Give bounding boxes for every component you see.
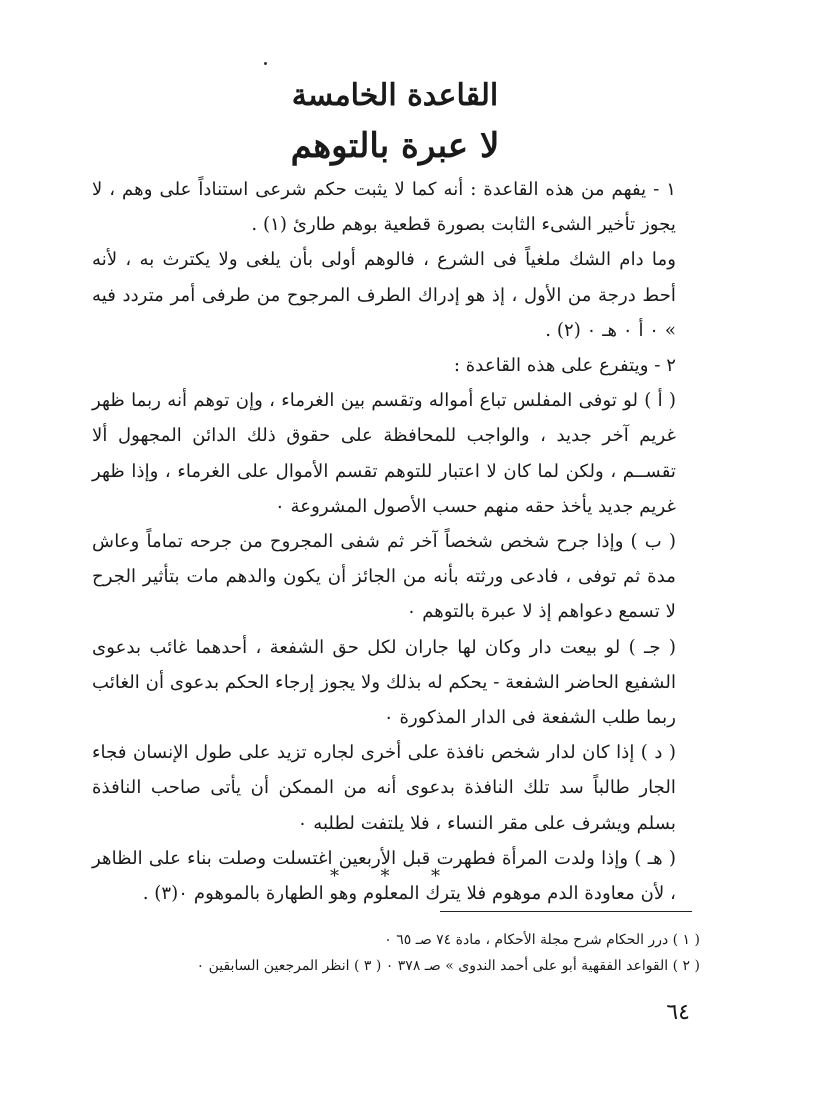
paragraph-6: ( جـ ) لو بيعت دار وكان لها جاران لكل حق الشفعة ، أحدهما غائب بدعوى الشفيع الحاضر الشفعة - يحكم له بذلك ولا يجوز إرجاء الحكم بدعوى أن الغائب ربما طلب الشفعة فى الدار المذكورة ٠ [92, 636, 676, 729]
page-speck [264, 62, 267, 65]
section-separator [330, 866, 440, 887]
paragraph-1: ١ - يفهم من هذه القاعدة : أنه كما لا يثبت حكم شرعى استناداً على وهم ، لا يجوز تأخير الشىء الثابت بصورة قطعية بوهم طارئ (١) . [92, 179, 676, 236]
footnote-rule [440, 911, 692, 912]
body-text [92, 172, 704, 911]
paragraph-8: ( هـ ) وإذا ولدت المرأة فطهرت قبل الأربعين اغتسلت وصلت بناء على الظاهر ، لأن معاودة الدم موهوم فلا يترك المعلوم وهو الطهارة بالموهوم ٠(٣) . [92, 847, 676, 905]
page-number: ٦٤ [666, 1000, 690, 1025]
paragraph-4: ( أ ) لو توفى المفلس تباع أمواله وتقسم بين الغرماء ، وإن توهم أنه ربما ظهر غريم آخر جديد ، والواجب للمحافظة على حقوق ذلك الدائن المجهول ألا تقســم ، ولكن لما كان لا اعتبار للتوهم تقسم الأموال على الغرماء ، وإذا ظهر غريم جديد يأخذ حقه منهم حسب الأصول المشروعة ٠ [92, 390, 676, 517]
separator-star: * [380, 866, 390, 887]
chapter-title: القاعدة الخامسة [291, 78, 499, 113]
separator-star: * [431, 866, 440, 887]
footnote-1: ( ١ ) درر الحكام شرح مجلة الأحكام ، مادة ٧٤ صـ ٦٥ ٠ [384, 932, 700, 948]
paragraph-3: ٢ - ويتفرع على هذه القاعدة : [453, 355, 676, 377]
paragraph-5: ( ب ) وإذا جرح شخص شخصاً آخر ثم شفى المجروح من جرحه تماماً وعاش مدة ثم توفى ، فادعى ورثته بأنه من الجائز أن يكون والدهم مات بتأثير الجرح لا تسمع دعواهم إذ لا عبرة بالتوهم ٠ [92, 531, 676, 623]
chapter-subtitle: لا عبرة بالتوهم [290, 126, 500, 166]
separator-star: * [330, 866, 339, 887]
footnote-2: ( ٢ ) القواعد الفقهية أبو على أحمد الندوى » صـ ٣٧٨ ٠ ( ٣ ) انظر المرجعين السابقين ٠ [196, 958, 700, 974]
paragraph-7: ( د ) إذا كان لدار شخص نافذة على أخرى لجاره تزيد على طول الإنسان فجاء الجار طالباً سد تلك النافذة بدعوى أنه من الممكن أن يأتى صاحب النافذة بسلم ويشرف على مقر النساء ، فلا يلتفت لطلبه ٠ [92, 742, 676, 834]
paragraph-2: وما دام الشك ملغياً فى الشرع ، فالوهم أولى بأن يلغى ولا يكترث به ، لأنه أحط درجة من الأول ، إذ هو إدراك الطرف المرجوح من طرفى أمر متردد فيه » ٠ أ ٠ هـ ٠ (٢) . [92, 249, 676, 341]
